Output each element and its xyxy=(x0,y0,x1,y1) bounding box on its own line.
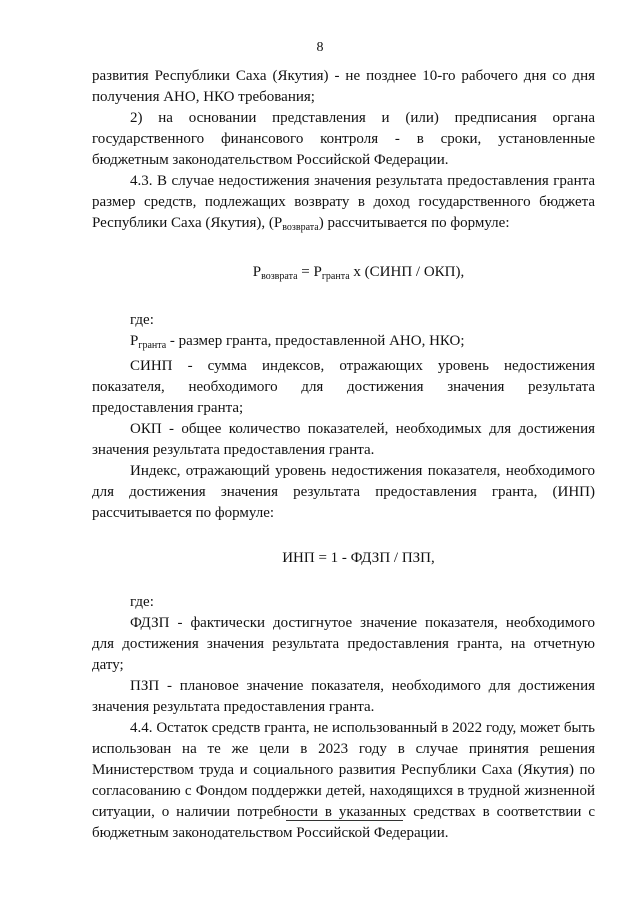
paragraph-continuation: развития Республики Саха (Якутия) - не позднее 10-го рабочего дня со дня получения АНО, НКО требования; xyxy=(92,68,595,105)
formula1-lhs-subscript: возврата xyxy=(261,271,298,282)
definition-pzp: ПЗП - плановое значение показателя, необходимого для достижения значения результата предоставления гранта. xyxy=(92,678,595,715)
paragraph-4-3-text-a: 4.3. В случае недостижения значения результата предоставления гранта размер средств, подлежащих возврату в доход государственного бюджета Республики Саха (Якутия), (P xyxy=(92,173,595,231)
formula1-eq: = P xyxy=(297,264,322,280)
formula-return-amount xyxy=(92,262,595,287)
p-grant-text: - размер гранта, предоставленной АНО, НКО; xyxy=(166,333,465,349)
p-grant-symbol: P xyxy=(130,333,139,349)
definition-sinp: СИНП - сумма индексов, отражающих уровень недостижения показателя, необходимого для достижения значения результата предоставления гранта; xyxy=(92,358,595,416)
paragraph-4-3 xyxy=(92,171,595,238)
page-number: 8 xyxy=(316,40,324,55)
paragraph-4-3-subscript: возврата xyxy=(282,222,319,233)
where-label-1: где: xyxy=(130,312,154,328)
formula1-rhs-subscript: гранта xyxy=(321,271,350,282)
definition-okp: ОКП - общее количество показателей, необходимых для достижения значения результата предоставления гранта. xyxy=(92,421,595,458)
formula1-lhs: P xyxy=(252,264,262,280)
where-label-2: где: xyxy=(130,594,154,610)
formula-inp: ИНП = 1 - ФДЗП / ПЗП, xyxy=(282,550,435,566)
paragraph-item-2: 2) на основании представления и (или) предписания органа государственного финансового контроля - в сроки, установленные бюджетным законодательством Российской Федерации. xyxy=(92,110,595,168)
document-body xyxy=(92,66,595,844)
definition-fdzp: ФДЗП - фактически достигнутое значение показателя, необходимого для достижения значения результата предоставления гранта, на отчетную дату; xyxy=(92,615,595,673)
definition-p-grant xyxy=(92,331,595,356)
p-grant-subscript: гранта xyxy=(138,340,167,351)
paragraph-4-3-text-b: ) рассчитывается по формуле: xyxy=(318,215,510,231)
footer-divider xyxy=(286,820,403,821)
paragraph-4-4: 4.4. Остаток средств гранта, не использованный в 2022 году, может быть использован на те же цели в 2023 году в случае принятия решения Министерством труда и социального развития Республики Саха (Якутия) по согласованию с Фондом поддержки детей, находящихся в трудной жизненной ситуации, о наличии потребности в указанных средствах в соответствии с бюджетным законодательством Российской Федерации. xyxy=(92,720,595,841)
formula1-rest: x (СИНП / ОКП), xyxy=(349,264,465,280)
paragraph-inp-intro: Индекс, отражающий уровень недостижения показателя, необходимого для достижения значения результата предоставления гранта, (ИНП) рассчитывается по формуле: xyxy=(92,463,595,521)
